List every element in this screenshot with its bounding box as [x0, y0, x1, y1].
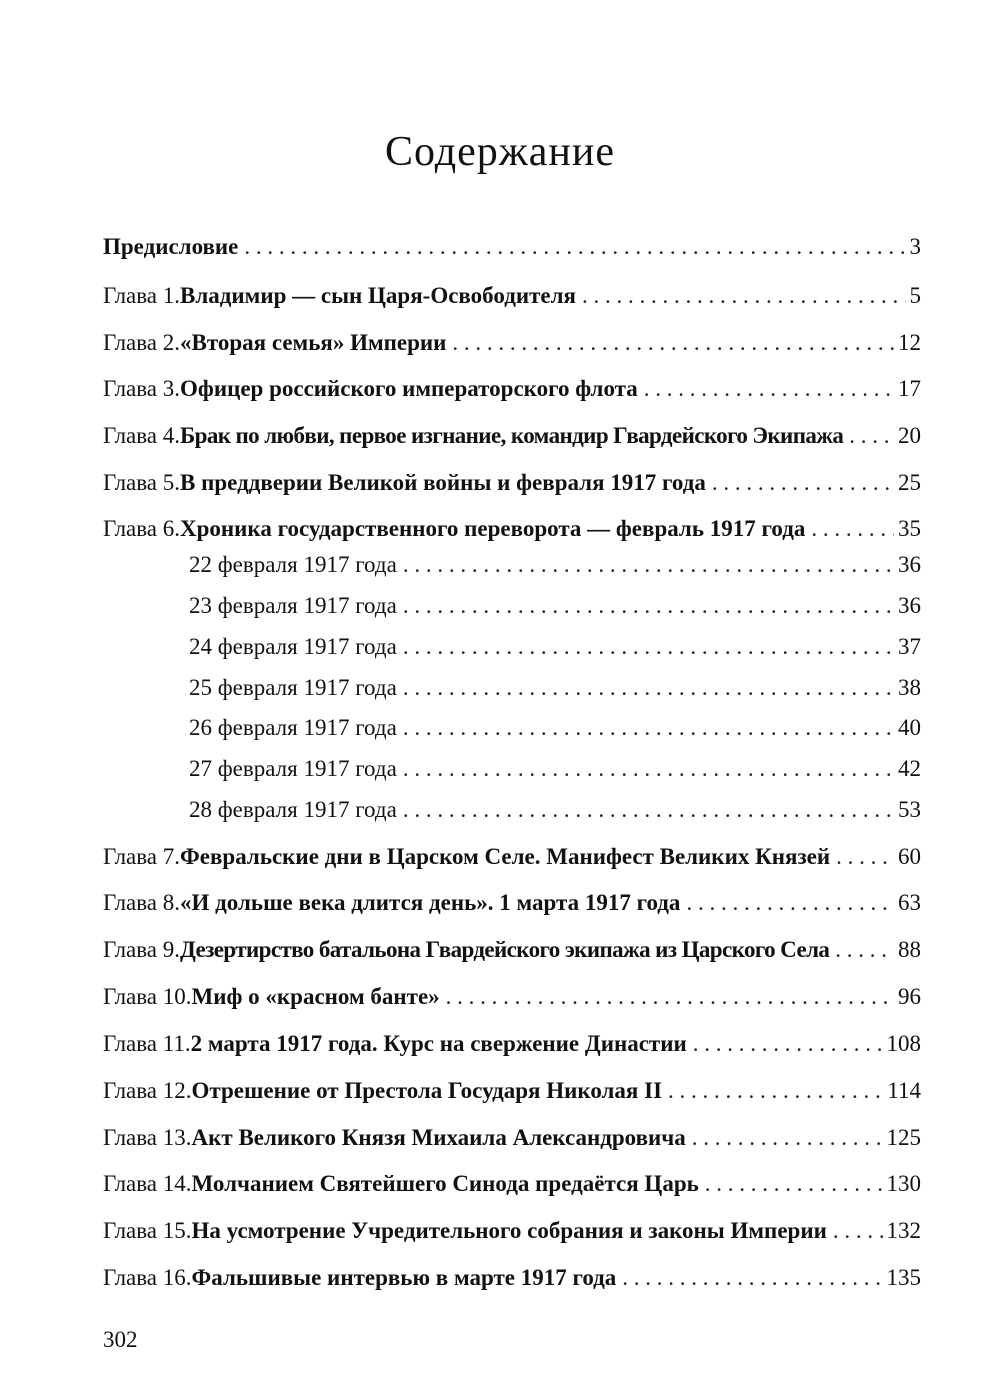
toc-subentry-page: 53	[898, 797, 921, 822]
toc-entry-prefix: Глава 1.	[103, 283, 181, 308]
toc-entry-title: Акт Великого Князя Михаила Александровича	[191, 1125, 686, 1150]
toc-entry-title: Владимир — сын Царя-Освободителя	[180, 283, 576, 308]
toc-entry-page: 130	[886, 1171, 921, 1196]
toc-entry-chapter-8[interactable]	[103, 888, 921, 918]
page-title: Содержание	[384, 129, 616, 175]
toc-entry-title: «И дольше века длится день». 1 марта 1917 года	[180, 890, 681, 915]
toc-entry-preface[interactable]	[103, 232, 921, 262]
toc-entry-chapter-12[interactable]	[103, 1076, 921, 1106]
toc-entry-prefix: Глава 14.	[103, 1171, 192, 1196]
toc-entry-title: Хроника государственного переворота — февраль 1917 года	[180, 516, 806, 541]
toc-entry-prefix: Глава 16.	[103, 1265, 192, 1290]
toc-entry-title: Предисловие	[103, 234, 239, 259]
page-number: 302	[103, 1327, 138, 1352]
toc-entry-chapter-5[interactable]	[103, 468, 921, 498]
toc-subentry[interactable]	[189, 591, 921, 621]
dot-leader	[705, 1169, 883, 1199]
toc-entry-chapter-6[interactable]	[103, 514, 921, 544]
toc-entry-chapter-13[interactable]	[103, 1123, 921, 1153]
toc-entry-prefix: Глава 5.	[103, 470, 181, 495]
dot-leader	[622, 1263, 882, 1293]
dot-leader	[403, 754, 894, 784]
toc-entry-page: 20	[898, 423, 921, 448]
toc-entry-chapter-3[interactable]	[103, 374, 921, 404]
dot-leader	[403, 632, 894, 662]
toc-subentry[interactable]	[189, 754, 921, 784]
toc-entry-chapter-9[interactable]	[103, 935, 921, 965]
dot-leader	[836, 842, 894, 872]
toc-subentry[interactable]	[189, 713, 921, 743]
toc-entry-prefix: Глава 13.	[103, 1125, 192, 1150]
toc-entry-page: 88	[898, 937, 921, 962]
dot-leader	[833, 1216, 883, 1246]
toc-entry-prefix: Глава 3.	[103, 376, 181, 401]
toc-entry-page: 12	[898, 330, 921, 355]
toc-entry-title: «Вторая семья» Империи	[180, 330, 447, 355]
dot-leader	[446, 982, 894, 1012]
toc-entry-page: 3	[909, 234, 921, 259]
dot-leader	[403, 550, 894, 580]
toc-subentry-title: 26 февраля 1917 года	[189, 715, 397, 740]
toc-entry-prefix: Глава 15.	[103, 1218, 192, 1243]
toc-subentry-title: 28 февраля 1917 года	[189, 797, 397, 822]
toc-entry-prefix: Глава 12.	[103, 1078, 192, 1103]
toc-entry-page: 132	[886, 1218, 921, 1243]
toc-subentry-page: 42	[898, 756, 921, 781]
toc-entry-prefix: Глава 11.	[103, 1031, 191, 1056]
toc-subentry-title: 27 февраля 1917 года	[189, 756, 397, 781]
dot-leader	[582, 281, 906, 311]
dot-leader	[403, 713, 894, 743]
toc-subentry-title: 23 февраля 1917 года	[189, 593, 397, 618]
toc-entry-title: На усмотрение Учредительного собрания и законы Империи	[191, 1218, 827, 1243]
toc-entry-title: 2 марта 1917 года. Курс на свержение Династии	[190, 1031, 687, 1056]
toc-entry-title: В преддверии Великой войны и февраля 1917 года	[180, 470, 706, 495]
toc-subentry-title: 22 февраля 1917 года	[189, 552, 397, 577]
toc-subentry-title: 25 февраля 1917 года	[189, 675, 397, 700]
toc-entry-page: 17	[898, 376, 921, 401]
dot-leader	[668, 1076, 883, 1106]
toc-entry-page: 60	[898, 844, 921, 869]
toc-entry-page: 5	[909, 283, 921, 308]
toc-entry-page: 114	[887, 1078, 921, 1103]
toc-entry-title: Молчанием Святейшего Синода предаётся Царь	[191, 1171, 699, 1196]
toc-entry-prefix: Глава 9.	[103, 937, 181, 962]
toc-subentry-page: 37	[898, 634, 921, 659]
toc-entry-prefix: Глава 7.	[103, 844, 181, 869]
dot-leader	[835, 935, 894, 965]
dot-leader	[244, 232, 905, 262]
toc-entry-chapter-15[interactable]	[103, 1216, 921, 1246]
toc-entry-title: Офицер российского императорского флота	[180, 376, 638, 401]
dot-leader	[403, 673, 894, 703]
toc-entry-page: 108	[886, 1031, 921, 1056]
toc-entry-chapter-1[interactable]	[103, 281, 921, 311]
toc-subentry-page: 36	[898, 552, 921, 577]
dot-leader	[644, 374, 894, 404]
toc-entry-prefix: Глава 10.	[103, 984, 192, 1009]
toc-entry-chapter-4[interactable]	[103, 421, 921, 451]
toc-entry-page: 96	[898, 984, 921, 1009]
toc-entry-prefix: Глава 6.	[103, 516, 181, 541]
dot-leader	[811, 514, 894, 544]
toc-entry-title: Фальшивые интервью в марте 1917 года	[191, 1265, 617, 1290]
toc-entry-title: Февральские дни в Царском Селе. Манифест Великих Князей	[180, 844, 831, 869]
dot-leader	[686, 888, 894, 918]
toc-subentry[interactable]	[189, 550, 921, 580]
toc-subentry-page: 40	[898, 715, 921, 740]
dot-leader	[849, 421, 894, 451]
toc-entry-chapter-11[interactable]	[103, 1029, 921, 1059]
toc-entry-prefix: Глава 2.	[103, 330, 181, 355]
toc-entry-chapter-10[interactable]	[103, 982, 921, 1012]
toc-entry-title: Брак по любви, первое изгнание, командир Гвардейского Экипажа	[180, 423, 844, 448]
dot-leader	[452, 328, 894, 358]
toc-entry-chapter-14[interactable]	[103, 1169, 921, 1199]
toc-entry-prefix: Глава 8.	[103, 890, 181, 915]
dot-leader	[403, 591, 894, 621]
toc-subentry-page: 36	[898, 593, 921, 618]
toc-entry-title: Отрешение от Престола Государя Николая II	[191, 1078, 663, 1103]
toc-entry-title: Миф о «красном банте»	[191, 984, 440, 1009]
toc-entry-title: Дезертирство батальона Гвардейского экипажа из Царского Села	[180, 937, 830, 962]
toc-entry-page: 25	[898, 470, 921, 495]
dot-leader	[403, 795, 894, 825]
toc-subentry[interactable]	[189, 632, 921, 662]
toc-entry-page: 135	[886, 1265, 921, 1290]
dot-leader	[693, 1029, 883, 1059]
toc-subentry[interactable]	[189, 795, 921, 825]
toc-entry-page: 35	[898, 516, 921, 541]
toc-entry-page: 63	[898, 890, 921, 915]
toc-entry-chapter-16[interactable]	[103, 1263, 921, 1293]
dot-leader	[692, 1123, 883, 1153]
toc-entry-chapter-2[interactable]	[103, 328, 921, 358]
toc-subentry-title: 24 февраля 1917 года	[189, 634, 397, 659]
toc-subentry-page: 38	[898, 675, 921, 700]
toc-subentry[interactable]	[189, 673, 921, 703]
toc-entry-prefix: Глава 4.	[103, 423, 181, 448]
toc-entry-page: 125	[886, 1125, 921, 1150]
toc-entry-chapter-7[interactable]	[103, 842, 921, 872]
dot-leader	[712, 468, 894, 498]
